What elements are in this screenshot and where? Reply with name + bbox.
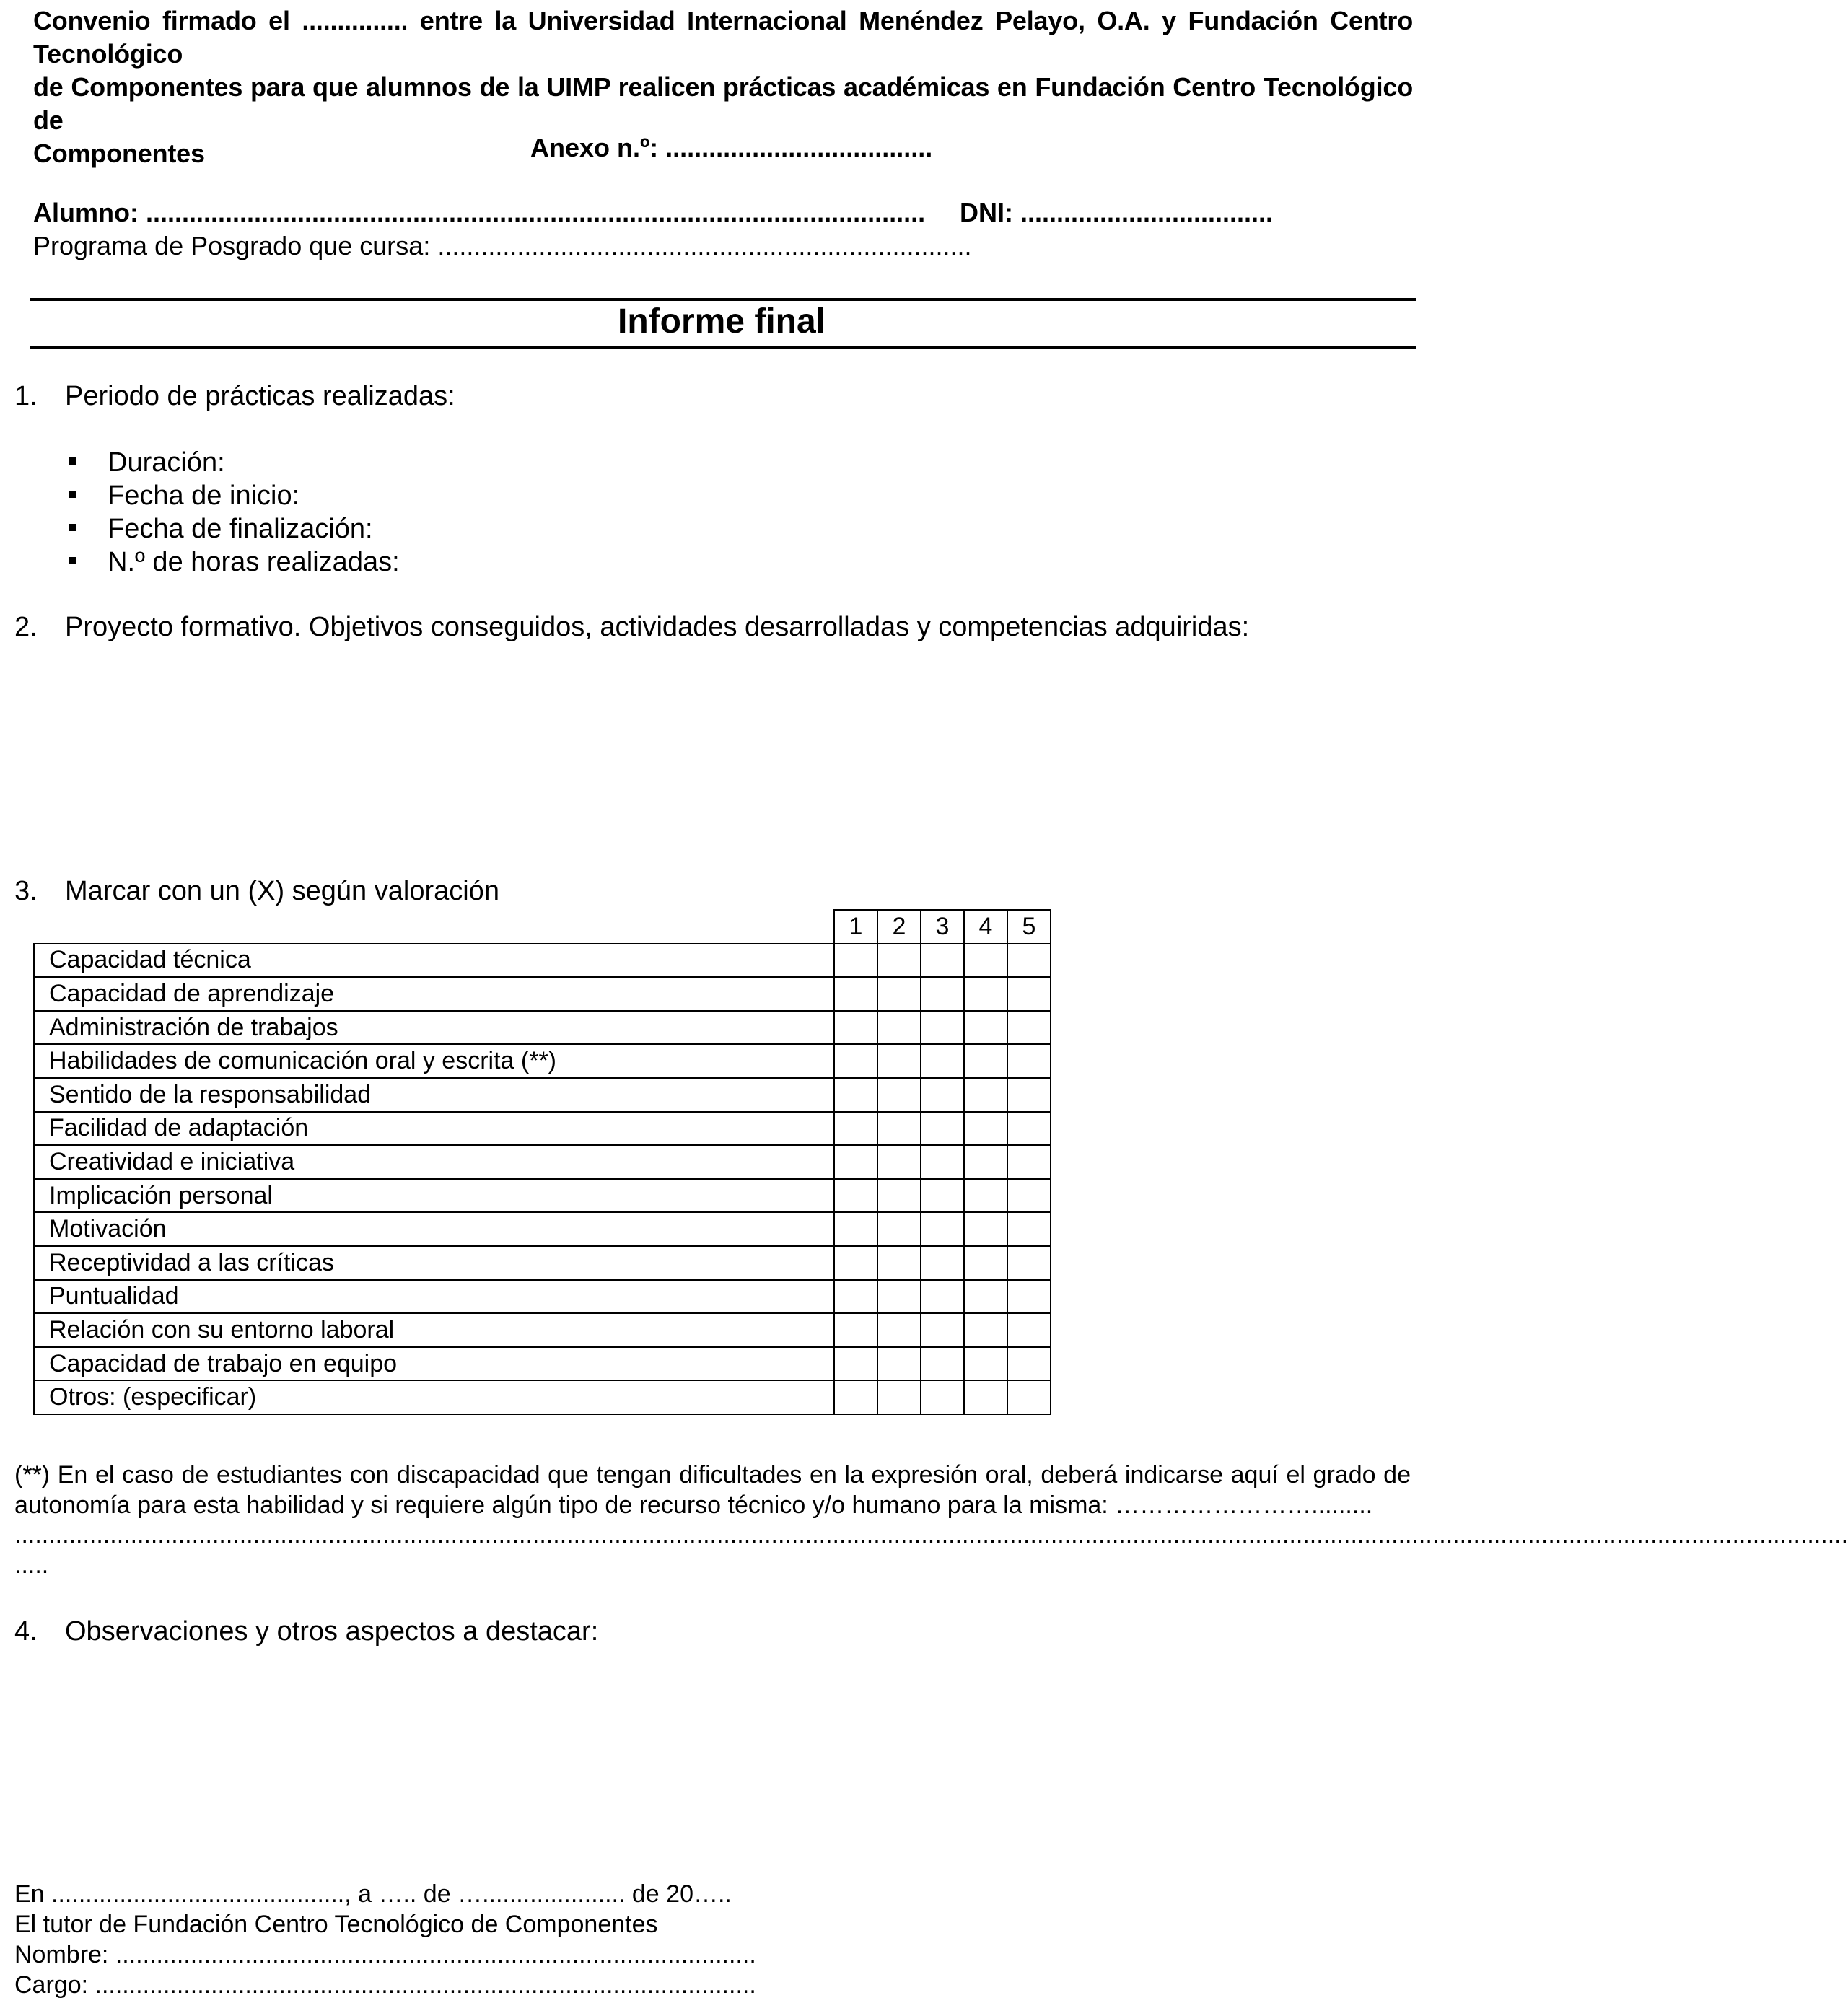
section-label: Marcar con un (X) según valoración — [65, 876, 499, 906]
rating-cell-2[interactable] — [877, 1380, 921, 1414]
rating-cell-2[interactable] — [877, 944, 921, 978]
section-2-heading — [14, 612, 1249, 643]
rating-cell-1[interactable] — [834, 1112, 877, 1146]
rating-cell-1[interactable] — [834, 1380, 877, 1414]
signature-block — [14, 1879, 756, 2000]
rating-cell-2[interactable] — [877, 1011, 921, 1045]
position-line: Cargo: ................................................................................................. — [14, 1971, 756, 1999]
rating-cell-2[interactable] — [877, 1145, 921, 1179]
section-1-heading — [14, 381, 455, 412]
rating-cell-2[interactable] — [877, 977, 921, 1011]
square-bullet-icon — [69, 524, 76, 531]
table-row — [34, 1145, 1051, 1179]
scale-label: 5 — [1007, 910, 1051, 944]
rating-cell-1[interactable] — [834, 1078, 877, 1112]
table-row — [34, 1347, 1051, 1381]
rating-cell-4[interactable] — [964, 1212, 1007, 1246]
rating-cell-5[interactable] — [1007, 1313, 1051, 1347]
rating-table — [33, 909, 1051, 1415]
criterion-label: Creatividad e iniciativa — [34, 1145, 834, 1179]
criterion-label: Administración de trabajos — [34, 1011, 834, 1045]
criterion-label: Motivación — [34, 1212, 834, 1246]
rating-cell-3[interactable] — [921, 1246, 964, 1280]
square-bullet-icon — [69, 491, 76, 498]
section-number: 3. — [14, 876, 38, 906]
rating-cell-1[interactable] — [834, 1179, 877, 1213]
criterion-label: Habilidades de comunicación oral y escrita (**) — [34, 1044, 834, 1078]
title-rule-top — [30, 298, 1416, 301]
rating-cell-3[interactable] — [921, 1044, 964, 1078]
rating-cell-5[interactable] — [1007, 944, 1051, 978]
table-row — [34, 1011, 1051, 1045]
table-row — [34, 944, 1051, 978]
rating-cell-5[interactable] — [1007, 1246, 1051, 1280]
table-row — [34, 1179, 1051, 1213]
scale-label: 4 — [964, 910, 1007, 944]
rating-cell-4[interactable] — [964, 944, 1007, 978]
rating-cell-3[interactable] — [921, 1280, 964, 1314]
tutor-line: El tutor de Fundación Centro Tecnológico de Componentes — [14, 1911, 658, 1938]
list-item: Fecha de inicio: — [69, 479, 400, 512]
anexo-number: Anexo n.º: ..................................... — [530, 133, 933, 162]
criterion-label: Capacidad de aprendizaje — [34, 977, 834, 1011]
rating-cell-3[interactable] — [921, 1212, 964, 1246]
rating-cell-2[interactable] — [877, 1246, 921, 1280]
criterion-label: Relación con su entorno laboral — [34, 1313, 834, 1347]
rating-cell-5[interactable] — [1007, 1145, 1051, 1179]
rating-cell-3[interactable] — [921, 1380, 964, 1414]
period-list — [69, 446, 400, 579]
rating-cell-3[interactable] — [921, 1179, 964, 1213]
criterion-label: Receptividad a las críticas — [34, 1246, 834, 1280]
rating-cell-1[interactable] — [834, 1011, 877, 1045]
rating-cell-4[interactable] — [964, 1011, 1007, 1045]
rating-cell-1[interactable] — [834, 977, 877, 1011]
note-dots-end: ..... — [14, 1551, 49, 1579]
rating-cell-2[interactable] — [877, 1313, 921, 1347]
rating-cell-3[interactable] — [921, 977, 964, 1011]
header-line-2: de Componentes para que alumnos de la UIMP realicen prácticas académicas en Fundación Centro Tecnológico de — [33, 72, 1413, 135]
rating-cell-4[interactable] — [964, 1246, 1007, 1280]
square-bullet-icon — [69, 557, 76, 564]
rating-cell-5[interactable] — [1007, 1280, 1051, 1314]
section-label: Proyecto formativo. Objetivos conseguidos, actividades desarrolladas y competencias adquiridas: — [65, 612, 1250, 642]
table-row — [34, 977, 1051, 1011]
rating-cell-1[interactable] — [834, 1246, 877, 1280]
dni-field: DNI: ................................... — [960, 198, 1274, 227]
rating-cell-5[interactable] — [1007, 1078, 1051, 1112]
rating-cell-4[interactable] — [964, 1078, 1007, 1112]
rating-cell-4[interactable] — [964, 977, 1007, 1011]
section-number: 1. — [14, 381, 38, 411]
rating-scale-header — [34, 910, 1051, 944]
section-label: Observaciones y otros aspectos a destacar: — [65, 1616, 599, 1647]
rating-cell-5[interactable] — [1007, 1212, 1051, 1246]
table-row — [34, 1380, 1051, 1414]
rating-cell-4[interactable] — [964, 1347, 1007, 1381]
student-field: Alumno: ............................................................................................................ — [33, 198, 926, 227]
section-label: Periodo de prácticas realizadas: — [65, 381, 455, 411]
rating-cell-4[interactable] — [964, 1112, 1007, 1146]
header-line-3: Componentes — [33, 139, 205, 168]
rating-cell-5[interactable] — [1007, 1347, 1051, 1381]
rating-cell-2[interactable] — [877, 1112, 921, 1146]
section-number: 4. — [14, 1616, 38, 1647]
criterion-label: Capacidad de trabajo en equipo — [34, 1347, 834, 1381]
list-item: Fecha de finalización: — [69, 512, 400, 545]
rating-cell-1[interactable] — [834, 1347, 877, 1381]
rating-cell-1[interactable] — [834, 1212, 877, 1246]
rating-cell-1[interactable] — [834, 1145, 877, 1179]
rating-cell-5[interactable] — [1007, 1179, 1051, 1213]
rating-cell-4[interactable] — [964, 1145, 1007, 1179]
rating-cell-3[interactable] — [921, 944, 964, 978]
table-row — [34, 1212, 1051, 1246]
rating-cell-2[interactable] — [877, 1280, 921, 1314]
section-4-heading — [14, 1616, 598, 1647]
criterion-label: Otros: (especificar) — [34, 1380, 834, 1414]
list-item: Duración: — [69, 446, 400, 479]
section-number: 2. — [14, 612, 38, 642]
rating-cell-4[interactable] — [964, 1380, 1007, 1414]
criterion-label: Sentido de la responsabilidad — [34, 1078, 834, 1112]
scale-label: 1 — [834, 910, 877, 944]
rating-cell-1[interactable] — [834, 944, 877, 978]
rating-cell-5[interactable] — [1007, 1044, 1051, 1078]
table-row — [34, 1246, 1051, 1280]
criterion-label: Capacidad técnica — [34, 944, 834, 978]
square-bullet-icon — [69, 457, 76, 465]
rating-cell-5[interactable] — [1007, 977, 1051, 1011]
rating-cell-2[interactable] — [877, 1347, 921, 1381]
rating-cell-1[interactable] — [834, 1313, 877, 1347]
place-date-line: En ..........................................., a ….. de …..................... de 20….. — [14, 1880, 732, 1908]
table-row — [34, 1280, 1051, 1314]
rating-cell-5[interactable] — [1007, 1380, 1051, 1414]
criterion-label: Facilidad de adaptación — [34, 1112, 834, 1146]
rating-cell-3[interactable] — [921, 1347, 964, 1381]
criterion-label: Implicación personal — [34, 1179, 834, 1213]
rating-cell-4[interactable] — [964, 1179, 1007, 1213]
rating-cell-4[interactable] — [964, 1044, 1007, 1078]
section-3-heading — [14, 876, 499, 907]
rating-cell-2[interactable] — [877, 1078, 921, 1112]
table-row — [34, 1078, 1051, 1112]
page-title: Informe final — [617, 302, 826, 341]
rating-cell-3[interactable] — [921, 1313, 964, 1347]
table-row — [34, 1112, 1051, 1146]
header-line-1: Convenio firmado el ............... entre la Universidad Internacional Menéndez Pelayo, O.A. y Fundación Centro Tecnológico — [33, 6, 1413, 69]
scale-label: 2 — [877, 910, 921, 944]
rating-cell-3[interactable] — [921, 1145, 964, 1179]
criterion-label: Puntualidad — [34, 1280, 834, 1314]
program-field: Programa de Posgrado que cursa: .......................................................................... — [33, 231, 972, 260]
name-line: Nombre: .............................................................................................. — [14, 1941, 756, 1968]
rating-cell-4[interactable] — [964, 1313, 1007, 1347]
note-dots-line: ............................................................................................................................................................................................................................................................................. — [14, 1521, 1848, 1548]
rating-cell-2[interactable] — [877, 1179, 921, 1213]
rating-cell-4[interactable] — [964, 1280, 1007, 1314]
rating-cell-3[interactable] — [921, 1112, 964, 1146]
rating-cell-2[interactable] — [877, 1212, 921, 1246]
scale-label: 3 — [921, 910, 964, 944]
rating-cell-3[interactable] — [921, 1011, 964, 1045]
rating-cell-2[interactable] — [877, 1044, 921, 1078]
rating-cell-3[interactable] — [921, 1078, 964, 1112]
rating-cell-1[interactable] — [834, 1280, 877, 1314]
disability-note: (**) En el caso de estudiantes con discapacidad que tengan dificultades en la expresión oral, deberá indicarse aquí el grado de autonomía para esta habilidad y si requiere algún tipo de recurso técnico y/o humano para la misma: ……………………......... — [14, 1461, 1411, 1519]
list-item: N.º de horas realizadas: — [69, 545, 400, 579]
table-row — [34, 1313, 1051, 1347]
rating-cell-5[interactable] — [1007, 1011, 1051, 1045]
table-row — [34, 1044, 1051, 1078]
rating-cell-5[interactable] — [1007, 1112, 1051, 1146]
title-rule-bottom — [30, 346, 1416, 349]
rating-cell-1[interactable] — [834, 1044, 877, 1078]
